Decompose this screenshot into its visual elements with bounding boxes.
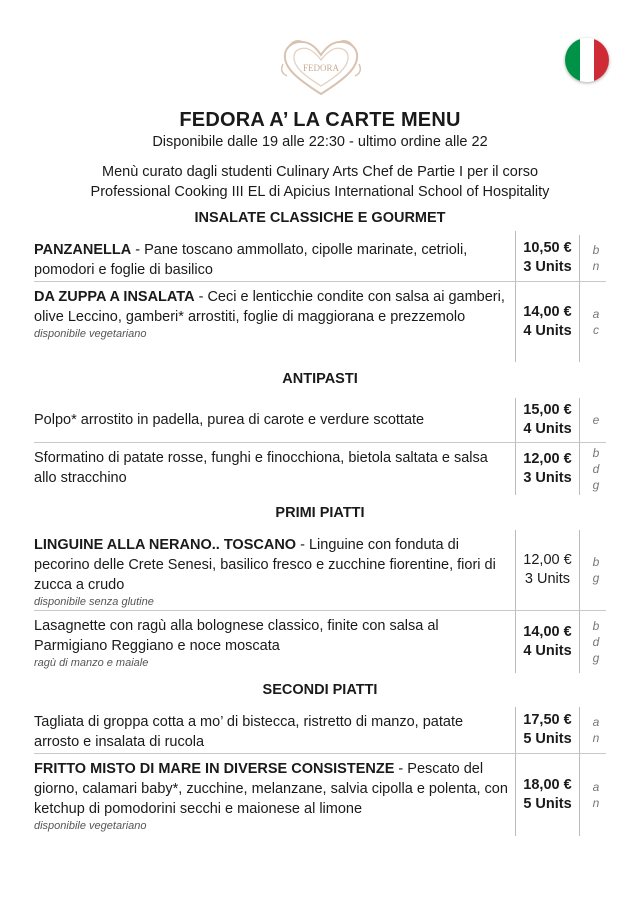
curated-by-text [0, 162, 640, 202]
allergen-code: b [592, 446, 600, 460]
fedora-logo [279, 36, 363, 98]
item-price [515, 530, 580, 610]
availability-text: Disponibile dalle 19 alle 22:30 - ultimo ordine alle 22 [152, 134, 488, 150]
price-units: 3 Units [524, 571, 571, 587]
allergen-code: c [593, 323, 599, 337]
allergen-codes [586, 530, 606, 610]
menu-item [34, 282, 606, 362]
allergen-code: b [592, 243, 600, 257]
menu-item [34, 398, 606, 443]
price-units: 4 Units [523, 421, 572, 437]
price-value: 17,50 € [523, 712, 572, 728]
allergen-codes [586, 707, 606, 753]
item-description: Tagliata di groppa cotta a mo’ di bistecca, ristretto di manzo, patate arrosto e insalata di rucola [34, 714, 464, 750]
allergen-code: d [592, 462, 600, 476]
allergen-code: n [592, 259, 600, 273]
italian-flag-icon[interactable] [565, 38, 609, 82]
allergen-codes [586, 282, 606, 362]
menu-item [34, 611, 606, 673]
item-description: - Linguine con fonduta di pecorino delle Crete Senesi, basilico fresco e zucchine fiorentine, fiori di zucca a crudo [34, 537, 496, 593]
allergen-codes [586, 235, 606, 281]
item-price [515, 754, 580, 836]
price-value: 14,00 € [523, 304, 572, 320]
item-price [515, 398, 580, 442]
item-price [515, 707, 580, 753]
item-price [515, 235, 580, 281]
price-value: 12,00 € [523, 552, 572, 568]
item-price [515, 443, 580, 495]
item-description: Lasagnette con ragù alla bolognese classico, finite con salsa al Parmigiano Reggiano e noce moscata [34, 618, 439, 654]
allergen-code: e [592, 413, 600, 427]
allergen-code: g [592, 478, 600, 492]
item-name: LINGUINE ALLA NERANO.. TOSCANO [34, 537, 297, 553]
section-title: ANTIPASTI [282, 371, 358, 387]
menu-item [34, 530, 606, 611]
price-units: 3 Units [523, 259, 572, 275]
item-price [515, 282, 580, 362]
logo-text: FEDORA [302, 63, 340, 73]
section-title: PRIMI PIATTI [275, 505, 365, 521]
item-name: DA ZUPPA A INSALATA [34, 289, 195, 305]
item-description: - Pane toscano ammollato, cipolle marinate, cetrioli, pomodori e foglie di basilico [34, 242, 468, 278]
section-title: SECONDI PIATTI [262, 682, 378, 698]
menu-item [34, 754, 606, 836]
allergen-code: n [592, 796, 600, 810]
allergen-code: g [592, 571, 600, 585]
item-name: FRITTO MISTO DI MARE IN DIVERSE CONSISTENZE [34, 761, 395, 777]
section-title: INSALATE CLASSICHE E GOURMET [194, 210, 446, 226]
allergen-code: a [592, 307, 600, 321]
menu-title: FEDORA A’ LA CARTE MENU [179, 109, 461, 131]
allergen-codes [586, 754, 606, 836]
allergen-code: a [592, 715, 600, 729]
price-value: 18,00 € [523, 777, 572, 793]
price-units: 4 Units [523, 643, 572, 659]
allergen-code: b [592, 619, 600, 633]
allergen-codes [586, 398, 606, 442]
allergen-code: n [592, 731, 600, 745]
item-name: PANZANELLA [34, 242, 132, 258]
price-units: 5 Units [523, 731, 572, 747]
allergen-code: d [592, 635, 600, 649]
allergen-codes [586, 443, 606, 495]
price-value: 12,00 € [523, 451, 572, 467]
item-note: ragù di manzo e maiale [34, 657, 149, 669]
item-description: - Pescato del giorno, calamari baby*, zucchine, melanzane, salvia cipolla e polenta, con ketchup di pomodorini secchi e maionese al limone [34, 761, 508, 817]
item-note: disponibile vegetariano [34, 820, 147, 832]
allergen-codes [586, 611, 606, 673]
allergen-code: b [592, 555, 600, 569]
allergen-code: a [592, 780, 600, 794]
item-price [515, 611, 580, 673]
price-units: 5 Units [523, 796, 572, 812]
price-units: 3 Units [523, 470, 572, 486]
item-note: disponibile vegetariano [34, 328, 147, 340]
curated-line-2: Professional Cooking III EL di Apicius International School of Hospitality [90, 184, 550, 200]
allergen-code: g [592, 651, 600, 665]
item-description: Polpo* arrostito in padella, purea di carote e verdure scottate [34, 412, 425, 428]
price-units: 4 Units [523, 323, 572, 339]
item-description: Sformatino di patate rosse, funghi e finocchiona, bietola saltata e salsa allo stracchino [34, 450, 488, 486]
menu-item [34, 235, 606, 282]
menu-item [34, 707, 606, 754]
price-value: 10,50 € [523, 240, 572, 256]
item-description: - Ceci e lenticchie condite con salsa ai gamberi, olive Leccino, gamberi* arrostiti, foglie di maggiorana e prezzemolo [34, 289, 505, 325]
menu-item [34, 443, 606, 495]
price-value: 15,00 € [523, 402, 572, 418]
curated-line-1: Menù curato dagli studenti Culinary Arts Chef de Partie I per il corso [101, 164, 539, 180]
item-note: disponibile senza glutine [34, 596, 154, 608]
price-value: 14,00 € [523, 624, 572, 640]
